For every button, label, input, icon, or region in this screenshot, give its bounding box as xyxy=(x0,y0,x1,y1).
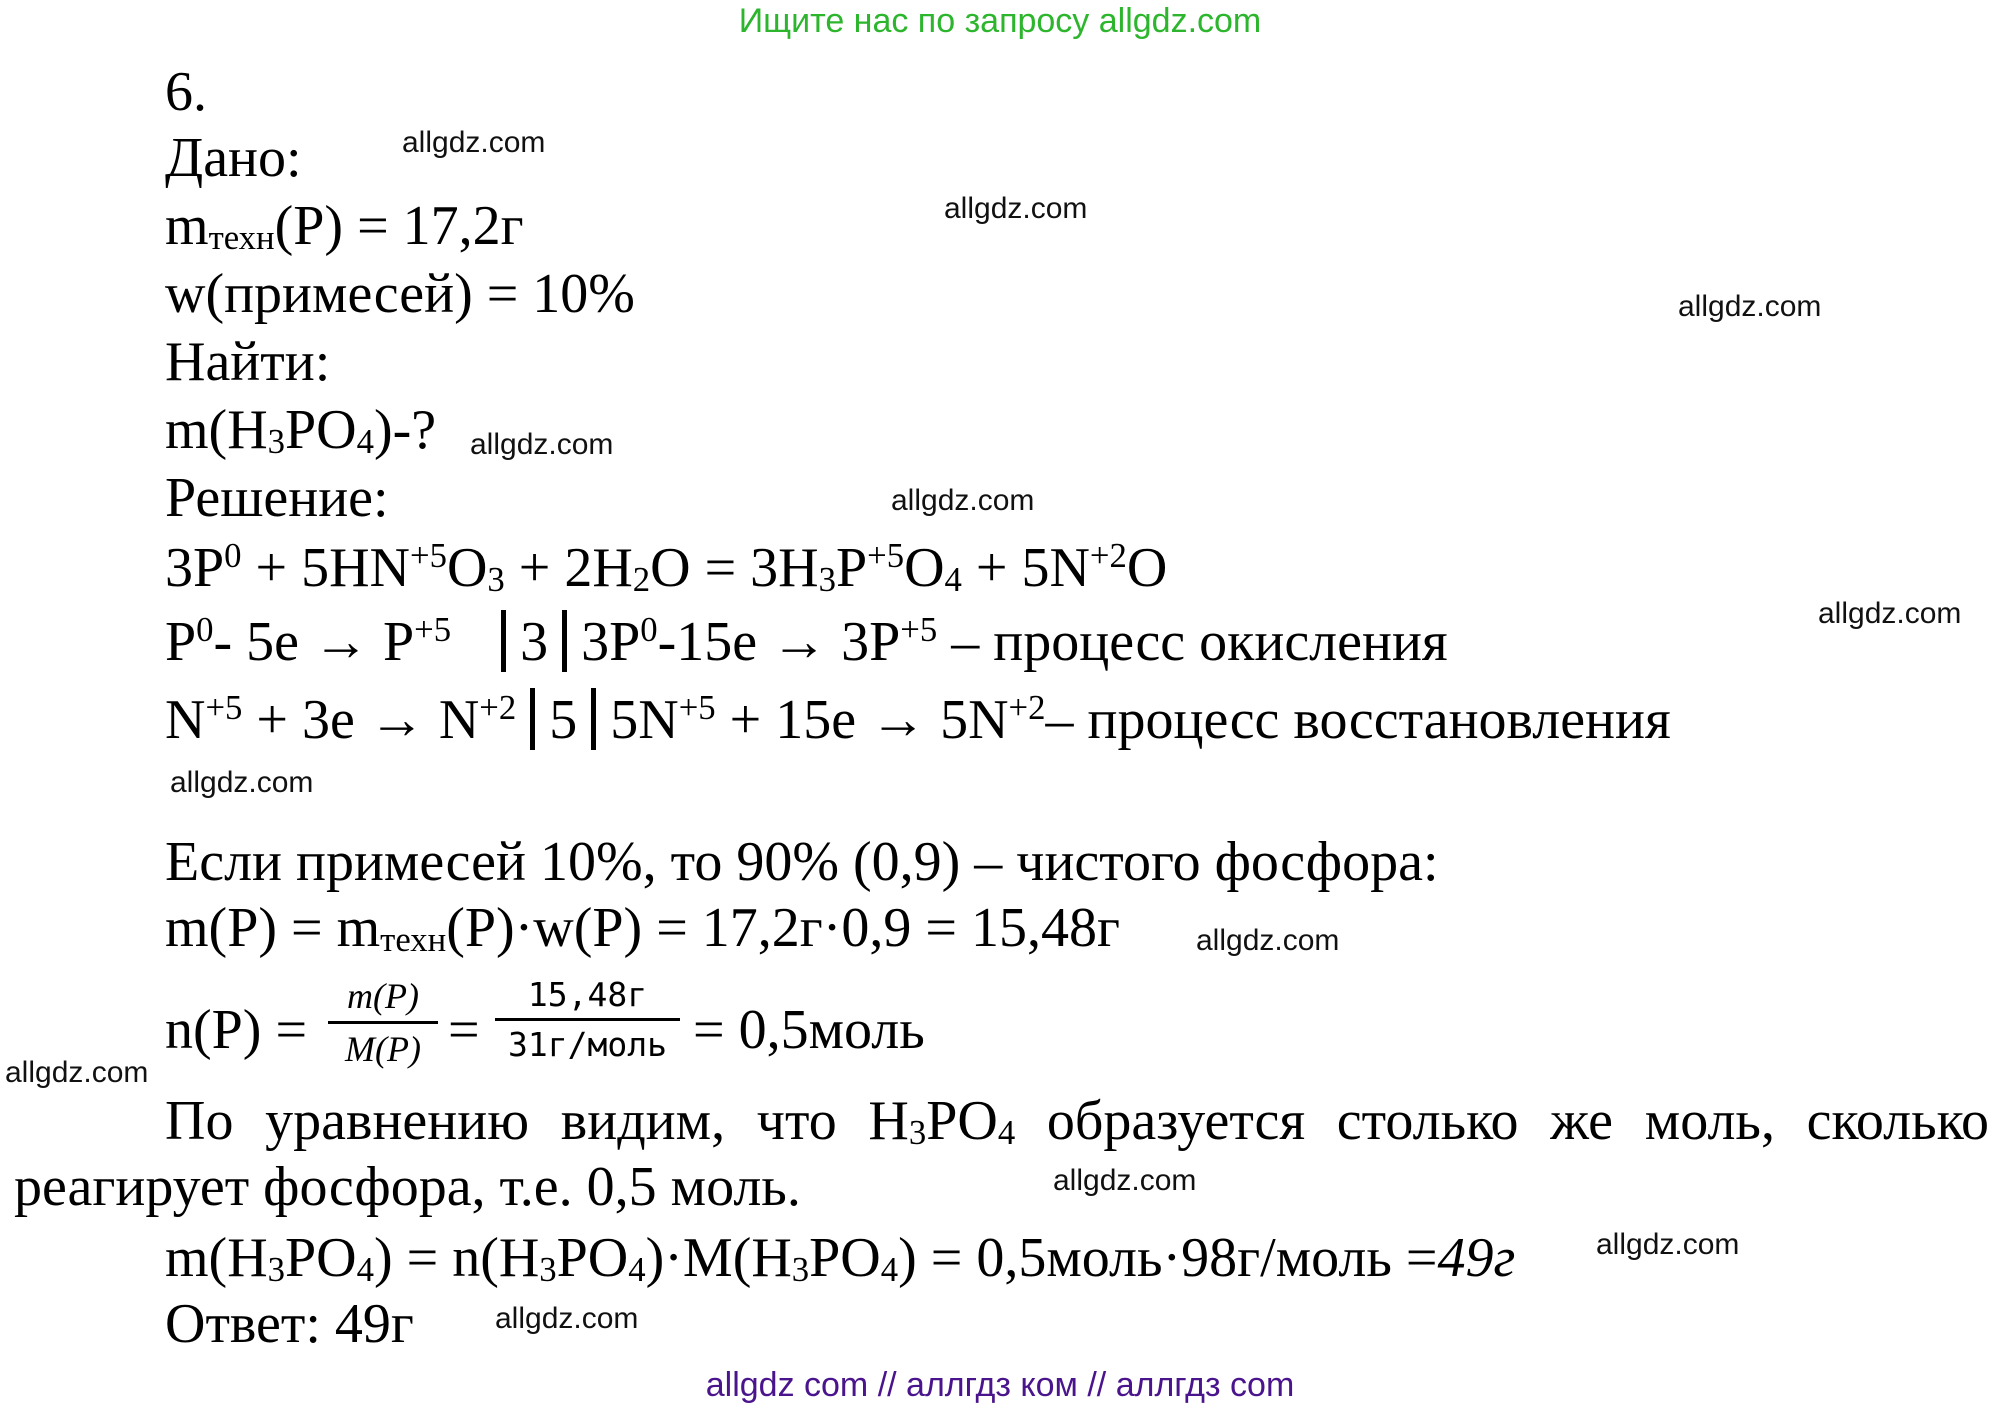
watermark: allgdz.com xyxy=(402,126,546,159)
given-impurity: w(примесей) = 10% xyxy=(165,263,635,325)
watermark: allgdz.com xyxy=(1053,1164,1197,1197)
watermark: allgdz.com xyxy=(1678,290,1822,323)
moles-equals: = xyxy=(448,999,480,1061)
pure-mass-line: $m(P) = m_{техн}(P)\cdot w(P) = 17,2г\cdot 0,9 = 15,48г$ xyxy=(165,897,1120,960)
final-calculation: $m(H_3PO_4) = n(H_3PO_4)\cdot M(H_3PO_4)$ = 0,5моль·98г/моль =49г xyxy=(165,1227,1516,1290)
fraction-values xyxy=(495,975,680,1064)
find-label: Найти: xyxy=(165,331,331,393)
watermark: allgdz.com xyxy=(470,428,614,461)
watermark: allgdz.com xyxy=(1596,1228,1740,1261)
reduction-half-reaction: $N^{+5} + 3e \to N^{+2}$ 5 $5N^{+5} + 15e \to 5N^{+2}-$ процесс восстановления xyxy=(165,687,1671,751)
reduction-coefficient: 5 xyxy=(549,689,578,751)
fraction-molar-denominator: M(P) xyxy=(345,1029,421,1069)
reduction-label: – процесс восстановления xyxy=(1045,689,1671,751)
top-banner: Ищите нас по запросу allgdz.com xyxy=(738,2,1262,40)
fraction-molar-rule xyxy=(328,1021,438,1024)
watermark: allgdz.com xyxy=(495,1302,639,1335)
watermark: allgdz.com xyxy=(891,484,1035,517)
fraction-values-denominator: 31г/моль xyxy=(508,1025,667,1064)
bottom-banner: allgdz com // аллгдз ком // аллгдз com xyxy=(705,1366,1295,1404)
watermark: allgdz.com xyxy=(944,192,1088,225)
fraction-molar xyxy=(328,975,438,1070)
watermark: allgdz.com xyxy=(5,1056,149,1089)
conclusion-paragraph: По уравнению видим, что $H_3PO_4$ образуется столько же моль, сколько реагирует фосфора, т.е. 0,5 моль. xyxy=(14,1090,1989,1218)
reaction-equation: $3P^0 + 5HN^{+5}O_3 + 2H_2O = 3H_3P^{+5}O_4 + 5N^{+2}O$ xyxy=(165,535,1168,600)
fraction-molar-numerator: m(P) xyxy=(347,976,419,1016)
oxidation-half-reaction: $P^0-$ $5e \to P^{+5}$ 3 $3P^0-15e \to 3P^{+5}$ – процесс окисления xyxy=(165,609,1448,673)
find-target: $m(H_3PO_4)-$? xyxy=(165,399,437,462)
watermark: allgdz.com xyxy=(1196,924,1340,957)
problem-number: 6. xyxy=(165,61,207,123)
moles-result: = 0,5моль xyxy=(693,999,925,1061)
oxidation-coefficient: 3 xyxy=(520,611,549,673)
fraction-values-numerator: 15,48г xyxy=(527,975,648,1014)
oxidation-label: – процесс окисления xyxy=(951,611,1448,673)
watermark: allgdz.com xyxy=(1818,597,1962,630)
given-mass: $m_{техн}(P) = 17,2г$ xyxy=(165,195,524,258)
watermark: allgdz.com xyxy=(170,766,314,799)
given-label: Дано: xyxy=(165,127,302,189)
moles-lhs: n(P) = xyxy=(165,999,308,1061)
answer: Ответ: 49г xyxy=(165,1293,414,1355)
impurity-statement: Если примесей 10%, то 90% (0,9) – чистого фосфора: xyxy=(165,831,1439,893)
solution-label: Решение: xyxy=(165,467,389,529)
fraction-values-rule xyxy=(495,1018,680,1021)
